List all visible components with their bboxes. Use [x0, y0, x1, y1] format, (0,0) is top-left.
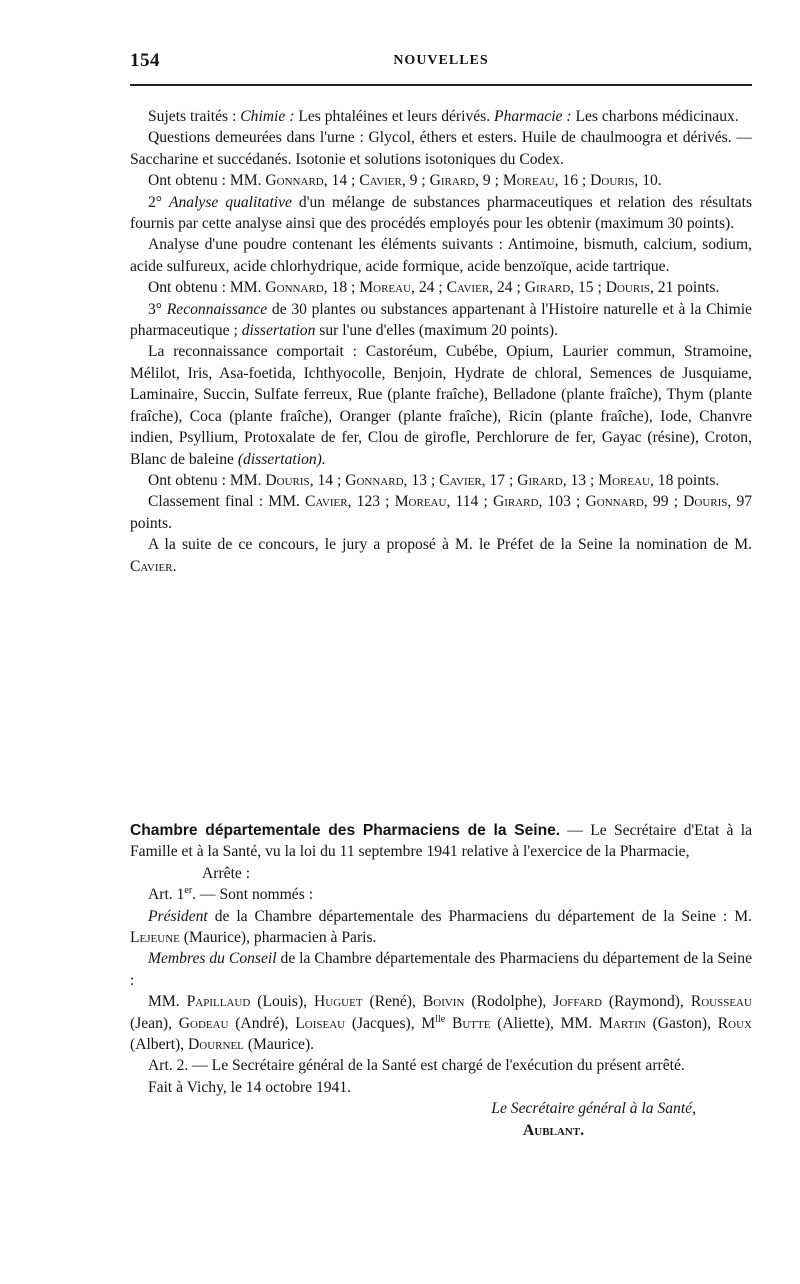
subjects-paragraph: Sujets traités : Chimie : Les phtaléines et leurs dérivés. Pharmacie : Les charbons médicinaux. — [148, 108, 739, 125]
results-paragraph-3: Ont obtenu : MM. Douris, 14 ; Gonnard, 13 ; Cavier, 17 ; Girard, 13 ; Moreau, 18 points. — [148, 471, 720, 489]
recognition-paragraph: La reconnaissance comportait : Castoréum, Cubébe, Opium, Laurier commun, Stramoine, Mélilot, Iris, Asa-foetida, Ichthyocolle, Benjoin, Hydrate de chloral, Semences de Jusquiame, Laminaire, Succin, Sulfate ferreux, Rue (plante fraîche), Belladone (plante fraîche), Thym (plante fraîche), Coca (plante fraîche), Oranger (plante fraîche), Ricin (plante fraîche), Iode, Chanvre indien, Psyllium, Protoxalate de fer, Clou de girofle, Perchlorure de fer, Gayac (résine), Croton, Blanc de baleine (dissertation). — [130, 343, 752, 468]
president-paragraph: Président de la Chambre départementale des Pharmaciens du département de la Seine : M. Lejeune (Maurice), pharmacien à Paris. — [130, 907, 753, 947]
chambre-section — [130, 820, 752, 1141]
exam-results-section — [130, 106, 752, 577]
chambre-intro-paragraph: Chambre départementale des Pharmaciens de la Seine. — Le Secrétaire d'Etat à la Famille et à la Santé, vu la loi du 11 septembre 1941 relative à l'exercice de la Pharmacie, — [130, 822, 752, 861]
page-header — [130, 50, 752, 80]
running-head: NOUVELLES — [393, 53, 489, 68]
final-ranking-paragraph: Classement final : MM. Cavier, 123 ; Moreau, 114 ; Girard, 103 ; Gonnard, 99 ; Douris, 97 points. — [130, 493, 753, 532]
members-list: MM. Papillaud (Louis), Huguet (René), Boivin (Rodolphe), Joffard (Raymond), Rousseau (Jean), Godeau (André), Loiseau (Jacques), $M^{lle}$ Butte (Aliette), MM. Martin (Gaston), Roux (Albert), Dournel (Maurice). — [130, 993, 752, 1054]
header-rule — [130, 84, 752, 86]
article-2: Art. 2. — Le Secrétaire général de la Santé est chargé de l'exécution du présent arrêté. — [148, 1057, 685, 1075]
article-1: Art. 1er. — Sont nommés : — [148, 885, 314, 904]
part3-paragraph: 3° Reconnaissance de 30 plantes ou substances appartenant à l'Histoire naturelle et à la Chimie pharmaceutique ; dissertation sur l'une d'elles (maximum 20 points). — [130, 300, 752, 340]
members-paragraph: Membres du Conseil de la Chambre départementale des Pharmaciens du département de la Seine : — [130, 950, 752, 989]
signature-block — [130, 1098, 752, 1141]
conclusion-paragraph: A la suite de ce concours, le jury a proposé à M. le Préfet de la Seine la nomination de M. Cavier. — [130, 536, 752, 575]
chambre-heading: Chambre départementale des Pharmaciens de la Seine. — [130, 822, 561, 839]
fait-line: Fait à Vichy, le 14 octobre 1941. — [148, 1078, 352, 1096]
analysis-paragraph: Analyse d'une poudre contenant les éléments suivants : Antimoine, bismuth, calcium, sodium, acide sulfureux, acide chlorhydrique, acide formique, acide benzoïque, acide tartrique. — [130, 236, 752, 275]
signature-name: Aublant. — [522, 1121, 584, 1139]
results-paragraph-1: Ont obtenu : MM. Gonnard, 14 ; Cavier, 9 ; Girard, 9 ; Moreau, 16 ; Douris, 10. — [148, 172, 662, 190]
results-paragraph-2: Ont obtenu : MM. Gonnard, 18 ; Moreau, 24 ; Cavier, 24 ; Girard, 15 ; Douris, 21 points. — [148, 279, 720, 297]
arrete-line: Arrête : — [202, 864, 251, 882]
page-number: 154 — [130, 50, 160, 71]
questions-paragraph: Questions demeurées dans l'urne : Glycol, éthers et esters. Huile de chaulmoogra et dérivés. — Saccharine et succédanés. Isotonie et solutions isotoniques du Codex. — [130, 129, 752, 168]
signature-title: Le Secrétaire général à la Santé, — [491, 1100, 696, 1118]
part2-paragraph: 2° Analyse qualitative d'un mélange de substances pharmaceutiques et relation des résultats fournis par cette analyse ainsi que des procédés employés pour les obtenir (maximum 30 points). — [130, 193, 753, 233]
